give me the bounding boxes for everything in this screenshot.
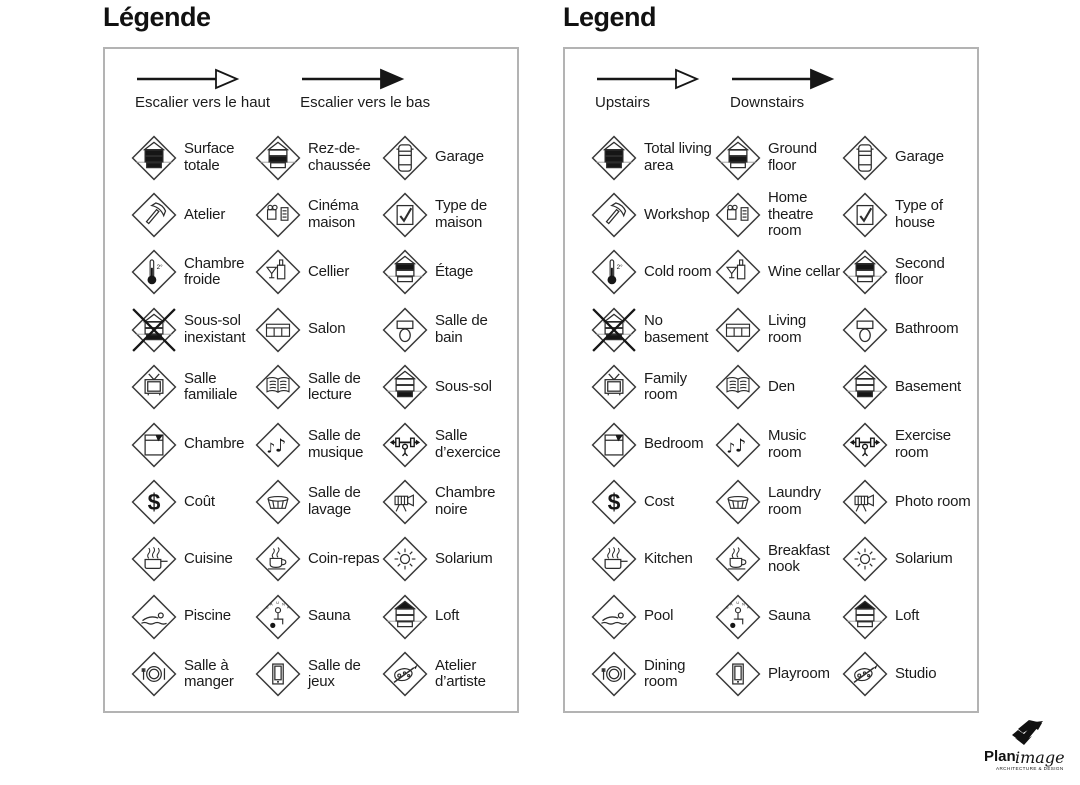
legend-item xyxy=(131,301,255,358)
svg-text:S: S xyxy=(265,605,269,610)
legend-item xyxy=(591,588,715,645)
house-basement-icon xyxy=(842,364,888,410)
legend-item xyxy=(715,129,842,186)
house-ground-floor-icon xyxy=(255,135,301,181)
no-basement-icon xyxy=(131,307,177,353)
svg-text:2°: 2° xyxy=(616,264,623,272)
svg-text:A: A xyxy=(270,602,273,607)
checked-box-icon xyxy=(842,192,888,238)
legend-item xyxy=(382,646,511,703)
legend-item-label: Loft xyxy=(895,607,920,625)
legend-item-label: Cellier xyxy=(308,263,350,281)
legend-item-label: Cuisine xyxy=(184,550,233,568)
legend-item-label: Living room xyxy=(768,312,806,346)
logo-brand-bold: Plan xyxy=(984,748,1016,765)
legend-item xyxy=(382,186,511,243)
legend-item-label: Sous-sol inexistant xyxy=(184,312,246,346)
legend-grid xyxy=(591,129,971,703)
stairs-up-arrow-icon xyxy=(135,67,240,91)
stairs-up-arrow xyxy=(595,67,700,111)
legend-item xyxy=(382,416,511,473)
legend-item xyxy=(255,186,382,243)
stair-arrows xyxy=(595,67,835,111)
swimmer-icon xyxy=(591,594,637,640)
svg-text:U: U xyxy=(736,600,740,605)
legend-item xyxy=(591,531,715,588)
house-second-floor-icon xyxy=(842,249,888,295)
svg-text:U: U xyxy=(276,600,280,605)
svg-text:A: A xyxy=(286,605,290,610)
laundry-basket-icon xyxy=(255,479,301,525)
svg-text:2°: 2° xyxy=(156,264,163,272)
legend-item xyxy=(715,416,842,473)
legend-item xyxy=(842,186,971,243)
legend-item-label: Wine cellar xyxy=(768,263,840,281)
legend-panel-english xyxy=(563,47,979,713)
dollar-icon xyxy=(131,479,177,525)
coffee-cup-icon xyxy=(255,536,301,582)
legend-item-label: Laundry room xyxy=(768,484,821,519)
bed-icon xyxy=(591,422,637,468)
arrow-label: Escalier vers le haut xyxy=(135,94,271,111)
swimmer-icon xyxy=(131,594,177,640)
svg-text:$: $ xyxy=(607,488,621,515)
car-icon xyxy=(382,135,428,181)
legend-item-label: Cold room xyxy=(644,263,712,281)
legend-item xyxy=(715,359,842,416)
legend-item-label: Piscine xyxy=(184,607,231,625)
legend-item xyxy=(382,129,511,186)
legend-item xyxy=(382,359,511,416)
legend-item xyxy=(842,416,971,473)
sauna-person-icon xyxy=(255,594,301,640)
legend-item xyxy=(842,244,971,301)
laundry-basket-icon xyxy=(715,479,761,525)
tv-icon xyxy=(131,364,177,410)
legend-item-label: Photo room xyxy=(895,492,971,510)
legend-item-label: Sauna xyxy=(768,607,811,625)
legend-item xyxy=(715,588,842,645)
hammer-icon xyxy=(131,192,177,238)
house-second-floor-icon xyxy=(382,249,428,295)
legend-item-label: Surface totale xyxy=(184,139,235,174)
legend-item xyxy=(131,244,255,301)
legend-item-label: Breakfast nook xyxy=(768,541,830,576)
svg-text:N: N xyxy=(282,602,285,607)
arrow-label: Downstairs xyxy=(730,94,805,111)
legend-item xyxy=(382,588,511,645)
legend-item xyxy=(382,244,511,301)
thermometer-icon xyxy=(131,249,177,295)
legend-item xyxy=(382,301,511,358)
legend-item-label: Étage xyxy=(435,263,474,281)
legend-item-label: Chambre noire xyxy=(435,484,496,519)
legend-item xyxy=(715,473,842,530)
legend-item-label: Salle de lecture xyxy=(308,369,361,404)
legend-item xyxy=(382,531,511,588)
legend-item xyxy=(842,359,971,416)
planimage-logo xyxy=(972,716,1068,778)
legend-item-label: Pool xyxy=(644,607,674,625)
sauna-person-icon xyxy=(715,594,761,640)
legend-item-label: Exercise room xyxy=(895,426,951,461)
movie-camera-icon xyxy=(842,479,888,525)
svg-text:A: A xyxy=(730,602,733,607)
legend-item xyxy=(591,301,715,358)
svg-text:♪: ♪ xyxy=(274,435,287,456)
dollar-icon xyxy=(591,479,637,525)
stairs-up-arrow-icon xyxy=(595,67,700,91)
legend-item-label: Sauna xyxy=(308,607,351,625)
car-icon xyxy=(842,135,888,181)
sofa-icon xyxy=(255,307,301,353)
legend-item-label: Loft xyxy=(435,607,460,625)
legend-item xyxy=(715,244,842,301)
legend-item-label: Type of house xyxy=(895,197,943,232)
arrow-label: Escalier vers le bas xyxy=(300,94,431,111)
legend-item xyxy=(715,301,842,358)
legend-item-label: Second floor xyxy=(895,254,945,289)
legend-item-label: Rez-de-chaussée xyxy=(308,139,371,174)
legend-item-label: Dining room xyxy=(644,656,686,691)
sofa-icon xyxy=(715,307,761,353)
house-all-floors-icon xyxy=(131,135,177,181)
home-theatre-icon xyxy=(715,192,761,238)
legend-item-label: Coût xyxy=(184,492,215,510)
legend-item xyxy=(255,301,382,358)
legend-item-label: Salle familiale xyxy=(184,369,238,404)
house-all-floors-icon xyxy=(591,135,637,181)
door-icon xyxy=(255,651,301,697)
legend-item-label: Coin-repas xyxy=(308,550,380,568)
legend-item-label: Total living area xyxy=(644,139,712,174)
legend-item xyxy=(591,416,715,473)
toilet-icon xyxy=(382,307,428,353)
legend-item-label: Cost xyxy=(644,492,675,510)
checked-box-icon xyxy=(382,192,428,238)
svg-text:♪: ♪ xyxy=(734,435,747,456)
legend-item-label: Chambre xyxy=(184,435,245,453)
legend-item-label: Kitchen xyxy=(644,550,693,568)
legend-item xyxy=(842,301,971,358)
legend-item xyxy=(591,129,715,186)
legend-item xyxy=(591,244,715,301)
legend-item xyxy=(842,129,971,186)
legend-item-label: Solarium xyxy=(435,550,493,568)
movie-camera-icon xyxy=(382,479,428,525)
bed-icon xyxy=(131,422,177,468)
svg-text:♪: ♪ xyxy=(726,440,736,457)
legend-item xyxy=(131,359,255,416)
legend-item xyxy=(842,473,971,530)
legend-item xyxy=(715,186,842,243)
legend-item-label: Atelier xyxy=(184,205,226,223)
legend-item xyxy=(255,359,382,416)
legend-item xyxy=(131,531,255,588)
legend-item-label: Type de maison xyxy=(435,197,487,232)
paint-palette-icon xyxy=(382,651,428,697)
arrow-label: Upstairs xyxy=(595,94,651,111)
legend-item xyxy=(255,588,382,645)
toilet-icon xyxy=(842,307,888,353)
legend-item xyxy=(131,416,255,473)
house-loft-icon xyxy=(842,594,888,640)
house-ground-floor-icon xyxy=(715,135,761,181)
legend-item xyxy=(255,129,382,186)
thermometer-icon xyxy=(591,249,637,295)
logo-brand-italic: image xyxy=(1015,748,1065,767)
legend-item-label: Home theatre room xyxy=(768,188,814,240)
legend-panel-french xyxy=(103,47,519,713)
legend-item xyxy=(842,531,971,588)
legend-item-label: Garage xyxy=(895,148,944,166)
legend-item xyxy=(591,359,715,416)
legend-item-label: Salle de jeux xyxy=(308,656,361,691)
legend-item xyxy=(715,531,842,588)
music-notes-icon xyxy=(715,422,761,468)
house-basement-icon xyxy=(382,364,428,410)
open-book-icon xyxy=(255,364,301,410)
legend-item-label: Chambre froide xyxy=(184,254,245,289)
legend-item-label: Atelier d’artiste xyxy=(435,656,486,691)
svg-text:♪: ♪ xyxy=(266,440,276,457)
coffee-cup-icon xyxy=(715,536,761,582)
legend-item xyxy=(591,646,715,703)
legend-item-label: Workshop xyxy=(644,205,710,223)
stairs-down-arrow xyxy=(730,67,835,111)
open-book-icon xyxy=(715,364,761,410)
legend-item xyxy=(591,186,715,243)
dining-plate-icon xyxy=(591,651,637,697)
legend-item-label: Bathroom xyxy=(895,320,959,338)
legend-grid xyxy=(131,129,511,703)
legend-item xyxy=(382,473,511,530)
panel-title-french: Légende xyxy=(103,2,211,32)
home-theatre-icon xyxy=(255,192,301,238)
legend-item-label: Music room xyxy=(768,426,807,461)
no-basement-icon xyxy=(591,307,637,353)
legend-item xyxy=(131,129,255,186)
legend-item xyxy=(255,244,382,301)
legend-item xyxy=(842,646,971,703)
wine-icon xyxy=(715,249,761,295)
legend-item-label: Family room xyxy=(644,369,687,404)
stairs-up-arrow xyxy=(135,67,270,111)
legend-item xyxy=(255,531,382,588)
legend-item-label: Basement xyxy=(895,377,961,395)
wine-icon xyxy=(255,249,301,295)
sun-icon xyxy=(842,536,888,582)
hammer-icon xyxy=(591,192,637,238)
paint-palette-icon xyxy=(842,651,888,697)
legend-item-label: No basement xyxy=(644,312,709,346)
legend-item-label: Solarium xyxy=(895,550,953,568)
legend-item-label: Salle de musique xyxy=(308,426,364,461)
svg-text:$: $ xyxy=(147,488,161,515)
legend-item xyxy=(131,473,255,530)
legend-item-label: Salle de bain xyxy=(435,312,488,346)
legend-item-label: Salle d’exercice xyxy=(435,426,501,461)
cooking-pot-icon xyxy=(591,536,637,582)
legend-item xyxy=(255,473,382,530)
legend-item-label: Bedroom xyxy=(644,435,704,453)
stairs-down-arrow xyxy=(300,67,430,111)
logo-tagline: ARCHITECTURE & DESIGN xyxy=(996,766,1064,771)
svg-text:A: A xyxy=(746,605,750,610)
sun-icon xyxy=(382,536,428,582)
legend-item xyxy=(255,416,382,473)
svg-text:S: S xyxy=(725,605,729,610)
cooking-pot-icon xyxy=(131,536,177,582)
legend-item xyxy=(131,646,255,703)
legend-item-label: Cinéma maison xyxy=(308,197,359,232)
legend-item xyxy=(715,646,842,703)
legend-item xyxy=(842,588,971,645)
legend-item xyxy=(131,186,255,243)
dining-plate-icon xyxy=(131,651,177,697)
house-loft-icon xyxy=(382,594,428,640)
legend-item-label: Salle à manger xyxy=(184,656,234,691)
music-notes-icon xyxy=(255,422,301,468)
legend-item xyxy=(131,588,255,645)
legend-item-label: Playroom xyxy=(768,664,830,682)
svg-text:N: N xyxy=(742,602,745,607)
tv-icon xyxy=(591,364,637,410)
legend-item-label: Ground floor xyxy=(768,139,817,174)
barbell-icon xyxy=(842,422,888,468)
stairs-down-arrow-icon xyxy=(300,67,405,91)
planimage-logo-mark xyxy=(1012,720,1043,745)
legend-item-label: Garage xyxy=(435,148,484,166)
panel-title-english: Legend xyxy=(563,2,657,32)
legend-item-label: Studio xyxy=(895,664,937,682)
legend-item-label: Sous-sol xyxy=(435,377,492,395)
barbell-icon xyxy=(382,422,428,468)
door-icon xyxy=(715,651,761,697)
legend-item xyxy=(591,473,715,530)
legend-item-label: Salle de lavage xyxy=(308,484,361,519)
legend-item-label: Salon xyxy=(308,320,346,338)
stairs-down-arrow-icon xyxy=(730,67,835,91)
stair-arrows xyxy=(135,67,430,111)
legend-item xyxy=(255,646,382,703)
legend-item-label: Den xyxy=(768,377,795,395)
